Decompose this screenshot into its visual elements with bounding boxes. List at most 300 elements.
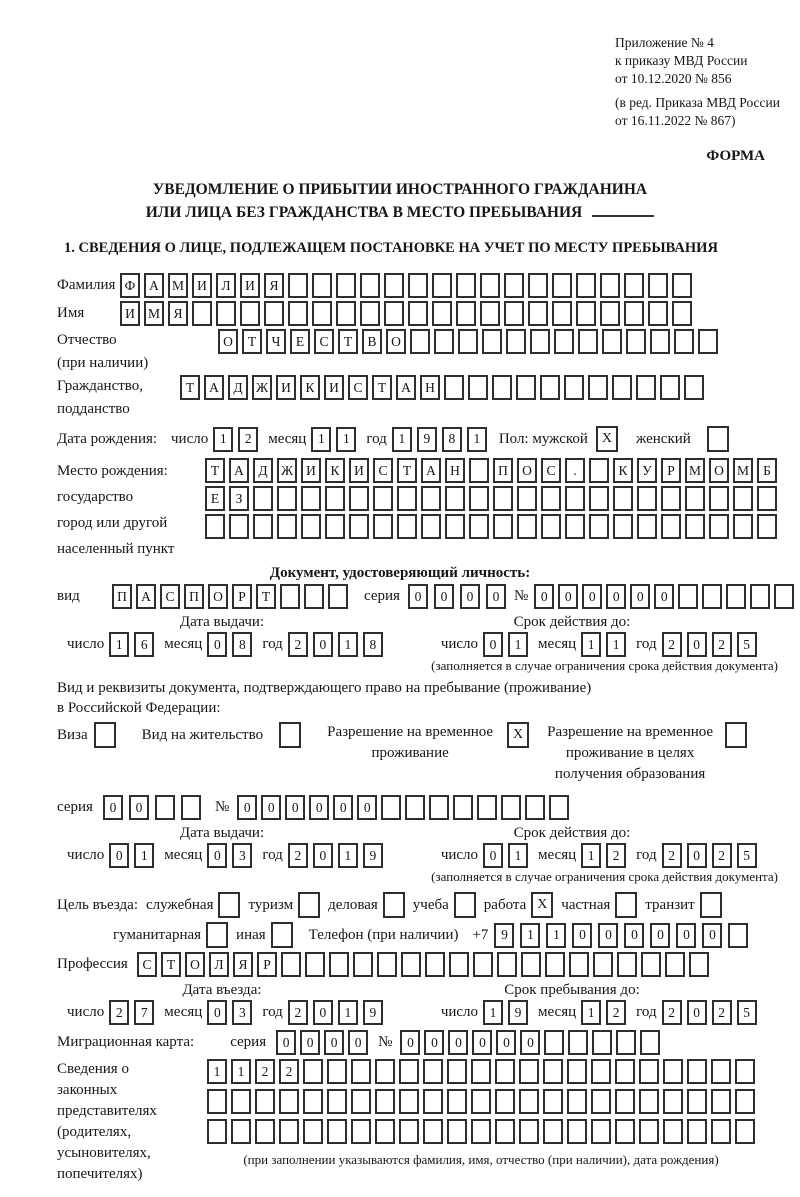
doc-series-label: серия xyxy=(364,588,400,605)
form-cell xyxy=(543,1119,563,1144)
form-cell xyxy=(612,375,632,400)
form-cell xyxy=(255,1119,275,1144)
form-cell xyxy=(301,514,321,539)
given-name-label: Имя xyxy=(57,305,85,322)
option-temp-residence-checkbox: X xyxy=(507,722,529,748)
form-cell: 0 xyxy=(400,1030,420,1055)
form-cell xyxy=(375,1119,395,1144)
form-cell xyxy=(678,584,698,609)
date-cell: 1 xyxy=(581,1000,601,1025)
form-cell xyxy=(264,301,284,326)
form-cell xyxy=(231,1119,251,1144)
form-cell: 0 xyxy=(300,1030,320,1055)
form-cell xyxy=(432,273,452,298)
form-cell xyxy=(519,1059,539,1084)
identity-doc-dates-row xyxy=(57,632,800,657)
appendix-line: к приказу МВД России xyxy=(615,53,748,69)
form-cell xyxy=(602,329,622,354)
form-cell: О xyxy=(517,458,537,483)
form-cell xyxy=(709,514,729,539)
date-cell: 2 xyxy=(662,1000,682,1025)
form-cell xyxy=(506,329,526,354)
citizenship-cells xyxy=(180,375,704,400)
issue-date-cells xyxy=(57,632,383,657)
profession-cells xyxy=(137,952,709,977)
form-cell xyxy=(421,486,441,511)
form-cell xyxy=(336,273,356,298)
form-cell: П xyxy=(184,584,204,609)
date-cell: 2 xyxy=(606,843,626,868)
date-cells xyxy=(288,632,383,657)
form-cell xyxy=(661,514,681,539)
form-cell xyxy=(493,514,513,539)
date-cell: 1 xyxy=(581,632,601,657)
purpose-options-row1 xyxy=(138,892,722,918)
form-cell xyxy=(687,1059,707,1084)
form-cell xyxy=(757,486,777,511)
form-cell xyxy=(750,584,770,609)
date-cells xyxy=(207,632,252,657)
form-cell xyxy=(702,584,722,609)
date-cell: 9 xyxy=(363,1000,383,1025)
checkbox-label: частная xyxy=(561,896,611,913)
birth-place-cells-row2 xyxy=(205,486,777,511)
form-cell: Т xyxy=(372,375,392,400)
date-part-label: год xyxy=(262,636,283,653)
date-part-label: месяц xyxy=(538,636,577,653)
form-cell: К xyxy=(300,375,320,400)
form-cell: Е xyxy=(205,486,225,511)
form-cell xyxy=(349,486,369,511)
form-page xyxy=(0,34,800,1185)
form-cell xyxy=(663,1119,683,1144)
form-cell xyxy=(375,1089,395,1114)
form-cell xyxy=(155,795,175,820)
date-cell: 1 xyxy=(508,632,528,657)
date-cells xyxy=(581,843,626,868)
form-cell xyxy=(497,952,517,977)
form-cell xyxy=(325,486,345,511)
form-cell: П xyxy=(112,584,132,609)
form-cell xyxy=(288,301,308,326)
form-cell: О xyxy=(208,584,228,609)
form-cell xyxy=(616,1030,636,1055)
form-cell: 0 xyxy=(558,584,578,609)
form-cell xyxy=(181,795,201,820)
date-cells xyxy=(483,632,528,657)
stay-date-header: Срок пребывания до: xyxy=(504,982,640,999)
date-cells xyxy=(109,1000,154,1025)
form-cell xyxy=(312,273,332,298)
date-cell: 9 xyxy=(508,1000,528,1025)
amendment-line: (в ред. Приказа МВД России xyxy=(615,94,780,110)
migration-number-label: № xyxy=(378,1034,393,1051)
form-cell xyxy=(399,1089,419,1114)
form-cell xyxy=(569,952,589,977)
date-cell: 5 xyxy=(737,632,757,657)
issue-date-header: Дата выдачи: xyxy=(179,614,265,631)
form-cell xyxy=(327,1089,347,1114)
form-cell: Ж xyxy=(277,458,297,483)
date-cell: 0 xyxy=(687,843,707,868)
form-cell: А xyxy=(136,584,156,609)
date-cell: 2 xyxy=(712,632,732,657)
form-cell: И xyxy=(192,273,212,298)
representatives-label: Сведения о законных представителях (родителях, усыновителях, попечителях) xyxy=(57,1061,157,1183)
form-cell: 0 xyxy=(572,923,592,948)
checkbox-label: деловая xyxy=(328,896,378,913)
checkbox xyxy=(298,892,320,918)
form-cell xyxy=(493,486,513,511)
form-cell: Ж xyxy=(252,375,272,400)
date-cell: 8 xyxy=(442,427,462,452)
form-cell xyxy=(399,1119,419,1144)
form-cell xyxy=(711,1119,731,1144)
form-cell: А xyxy=(421,458,441,483)
purpose-options-row2 xyxy=(105,922,293,948)
form-cell: 1 xyxy=(546,923,566,948)
form-cell: Я xyxy=(168,301,188,326)
surname-label: Фамилия xyxy=(57,277,116,294)
form-cell xyxy=(255,1089,275,1114)
form-cell xyxy=(549,795,569,820)
residence-doc-series-row xyxy=(57,795,800,820)
form-cell: Д xyxy=(253,458,273,483)
sex-female-label: женский xyxy=(635,430,691,447)
form-cell: 0 xyxy=(486,584,506,609)
purpose-label: Цель въезда: xyxy=(57,896,138,913)
date-cell: 3 xyxy=(232,843,252,868)
checkbox xyxy=(615,892,637,918)
form-cell xyxy=(567,1089,587,1114)
form-cell xyxy=(432,301,452,326)
date-cell: 9 xyxy=(417,427,437,452)
checkbox-label: туризм xyxy=(248,896,294,913)
form-cell: 0 xyxy=(129,795,149,820)
form-cell: В xyxy=(362,329,382,354)
date-cell: 1 xyxy=(581,843,601,868)
date-cells xyxy=(207,843,252,868)
form-cell: Ф xyxy=(120,273,140,298)
date-cell: 1 xyxy=(213,427,233,452)
checkbox xyxy=(206,922,228,948)
form-cell: 0 xyxy=(598,923,618,948)
form-cell xyxy=(495,1089,515,1114)
form-cell xyxy=(711,1089,731,1114)
form-cell: 0 xyxy=(702,923,722,948)
form-cell: 0 xyxy=(261,795,281,820)
checkbox xyxy=(383,892,405,918)
form-cell xyxy=(423,1119,443,1144)
given-name-row xyxy=(57,301,800,326)
date-cells xyxy=(392,427,487,452)
form-cell xyxy=(444,375,464,400)
residence-number-cells xyxy=(237,795,569,820)
form-cell xyxy=(504,273,524,298)
birth-place-cells-row3 xyxy=(205,514,777,539)
form-cell: У xyxy=(637,458,657,483)
doc-number-cells xyxy=(534,584,794,609)
appendix-line: от 10.12.2020 № 856 xyxy=(615,71,732,87)
form-cell: 0 xyxy=(472,1030,492,1055)
date-part-label: год xyxy=(636,636,657,653)
date-cell: 1 xyxy=(311,427,331,452)
form-cell: К xyxy=(325,458,345,483)
form-label: ФОРМА xyxy=(706,148,765,165)
representatives-cells xyxy=(207,1059,755,1144)
form-cell xyxy=(687,1119,707,1144)
entry-date-cells xyxy=(57,1000,383,1025)
profession-row xyxy=(57,952,800,977)
identity-doc-row xyxy=(57,584,800,609)
form-cell xyxy=(591,1089,611,1114)
form-cell xyxy=(613,486,633,511)
form-cell xyxy=(661,486,681,511)
form-cell xyxy=(351,1089,371,1114)
checkbox xyxy=(454,892,476,918)
form-cell xyxy=(373,486,393,511)
form-cell: 0 xyxy=(408,584,428,609)
form-cell xyxy=(329,952,349,977)
date-part-label: год xyxy=(636,847,657,864)
checkbox xyxy=(700,892,722,918)
date-cells xyxy=(662,1000,757,1025)
form-cell: Д xyxy=(228,375,248,400)
form-cell xyxy=(672,301,692,326)
form-cell xyxy=(304,584,324,609)
form-cell xyxy=(757,514,777,539)
option-residence-permit-label: Вид на жительство xyxy=(141,727,264,744)
residence-valid-header: Срок действия до: xyxy=(513,825,631,842)
blank-underline xyxy=(592,203,654,217)
form-cell: И xyxy=(276,375,296,400)
date-cell: 0 xyxy=(313,632,333,657)
form-cell: 0 xyxy=(448,1030,468,1055)
form-cell: 0 xyxy=(309,795,329,820)
date-cell: 0 xyxy=(207,632,227,657)
residence-doc-options xyxy=(57,722,800,785)
identity-doc-date-headers xyxy=(57,614,800,631)
form-cell xyxy=(615,1119,635,1144)
purpose-row1 xyxy=(57,892,800,918)
form-cell xyxy=(588,375,608,400)
date-part-label: число xyxy=(171,430,209,447)
date-cell: 2 xyxy=(109,1000,129,1025)
birth-date-row xyxy=(57,426,800,452)
form-cell: З xyxy=(229,486,249,511)
form-cell xyxy=(277,514,297,539)
form-cell xyxy=(589,458,609,483)
entry-stay-dates-row xyxy=(57,1000,800,1025)
date-cells xyxy=(109,843,154,868)
form-cell xyxy=(445,486,465,511)
form-cell: 0 xyxy=(650,923,670,948)
form-cell xyxy=(423,1059,443,1084)
date-part-label: месяц xyxy=(164,1004,203,1021)
form-cell xyxy=(408,273,428,298)
date-cells xyxy=(662,843,757,868)
form-cell: 0 xyxy=(496,1030,516,1055)
migration-series-label: серия xyxy=(230,1034,267,1051)
form-cell xyxy=(521,952,541,977)
form-cell: 2 xyxy=(279,1059,299,1084)
form-cell xyxy=(192,301,212,326)
form-cell: О xyxy=(218,329,238,354)
profession-label: Профессия xyxy=(57,956,128,973)
date-cells xyxy=(109,632,154,657)
date-cell: 2 xyxy=(288,632,308,657)
form-cell xyxy=(397,486,417,511)
date-cells xyxy=(288,1000,383,1025)
form-cell xyxy=(384,273,404,298)
form-cell xyxy=(447,1089,467,1114)
date-cell: 1 xyxy=(336,427,356,452)
title-line2-text: ИЛИ ЛИЦА БЕЗ ГРАЖДАНСТВА В МЕСТО ПРЕБЫВАНИЯ xyxy=(145,203,583,221)
date-cell: 0 xyxy=(483,843,503,868)
entry-stay-headers xyxy=(57,982,800,999)
form-cell: А xyxy=(204,375,224,400)
form-cell xyxy=(592,1030,612,1055)
form-cell xyxy=(648,273,668,298)
form-cell: 1 xyxy=(207,1059,227,1084)
form-cell xyxy=(456,273,476,298)
form-cell: Я xyxy=(264,273,284,298)
citizenship-label: Гражданство, подданство xyxy=(57,378,144,418)
date-cell: 8 xyxy=(232,632,252,657)
form-cell xyxy=(540,375,560,400)
form-cell xyxy=(458,329,478,354)
form-cell xyxy=(726,584,746,609)
form-cell xyxy=(663,1089,683,1114)
form-cell xyxy=(495,1119,515,1144)
form-cell xyxy=(469,514,489,539)
form-cell: Н xyxy=(445,458,465,483)
date-cell: 2 xyxy=(288,1000,308,1025)
date-part-label: месяц xyxy=(538,1004,577,1021)
form-cell xyxy=(312,301,332,326)
patronymic-label: Отчество (при наличии) xyxy=(57,332,149,372)
representatives-cells-row2 xyxy=(207,1089,755,1114)
date-part-label: число xyxy=(67,636,105,653)
form-cell xyxy=(429,795,449,820)
form-cell: 2 xyxy=(255,1059,275,1084)
form-cell xyxy=(733,486,753,511)
date-part-label: месяц xyxy=(164,847,203,864)
form-cell: И xyxy=(301,458,321,483)
amendment-line: от 16.11.2022 № 867) xyxy=(615,112,736,128)
form-cell xyxy=(471,1119,491,1144)
sex-label: Пол: мужской xyxy=(498,430,588,447)
form-cell xyxy=(434,329,454,354)
form-cell xyxy=(519,1089,539,1114)
form-cell: М xyxy=(685,458,705,483)
form-cell: Р xyxy=(232,584,252,609)
form-cell xyxy=(517,514,537,539)
date-cell: 5 xyxy=(737,1000,757,1025)
date-cell: 0 xyxy=(207,1000,227,1025)
date-cell: 0 xyxy=(313,1000,333,1025)
sex-male-checkbox: X xyxy=(596,426,618,452)
date-part-label: число xyxy=(440,1004,479,1021)
date-part-label: месяц xyxy=(164,636,203,653)
date-part-label: число xyxy=(67,847,105,864)
form-cell xyxy=(456,301,476,326)
date-part-label: месяц xyxy=(268,430,307,447)
form-cell: Т xyxy=(161,952,181,977)
form-cell xyxy=(325,514,345,539)
patronymic-cells xyxy=(218,329,718,354)
form-cell xyxy=(589,486,609,511)
form-cell: Т xyxy=(256,584,276,609)
form-cell: 0 xyxy=(630,584,650,609)
date-cells xyxy=(581,632,626,657)
date-cell: 1 xyxy=(392,427,412,452)
date-cell: 8 xyxy=(363,632,383,657)
form-cell: О xyxy=(185,952,205,977)
option-residence-permit-checkbox xyxy=(279,722,301,748)
form-cell xyxy=(684,375,704,400)
form-cell: И xyxy=(324,375,344,400)
date-cell: 0 xyxy=(483,632,503,657)
form-cell xyxy=(381,795,401,820)
validity-note: (заполняется в случае ограничения срока действия документа) xyxy=(431,658,778,674)
form-cell xyxy=(636,375,656,400)
representatives-cells-row1 xyxy=(207,1059,755,1084)
form-cell: С xyxy=(348,375,368,400)
appendix-block xyxy=(615,34,800,130)
form-cell: И xyxy=(240,273,260,298)
doc-kind-label: вид xyxy=(57,588,80,605)
form-cell: Ч xyxy=(266,329,286,354)
residence-issue-header: Дата выдачи: xyxy=(179,825,265,842)
form-cell: 1 xyxy=(520,923,540,948)
form-cell xyxy=(408,301,428,326)
form-cell xyxy=(530,329,550,354)
date-part-label: год xyxy=(366,430,387,447)
form-cell: 0 xyxy=(654,584,674,609)
form-cell xyxy=(637,514,657,539)
date-part-label: число xyxy=(440,847,479,864)
form-cell xyxy=(624,273,644,298)
form-cell xyxy=(541,514,561,539)
form-cell xyxy=(637,486,657,511)
form-cell: 0 xyxy=(103,795,123,820)
form-cell xyxy=(328,584,348,609)
option-visa-label: Виза xyxy=(57,727,88,744)
form-cell xyxy=(447,1119,467,1144)
form-cell xyxy=(615,1059,635,1084)
migration-card-row xyxy=(57,1030,800,1055)
form-cell xyxy=(519,1119,539,1144)
form-cell xyxy=(641,952,661,977)
title-line1: УВЕДОМЛЕНИЕ О ПРИБЫТИИ ИНОСТРАННОГО ГРАЖДАНИНА xyxy=(152,181,648,199)
form-cell xyxy=(279,1119,299,1144)
appendix-line: Приложение № 4 xyxy=(615,35,714,50)
option-visa-checkbox xyxy=(94,722,116,748)
doc-series-cells xyxy=(408,584,506,609)
form-cell xyxy=(687,1089,707,1114)
form-cell xyxy=(685,514,705,539)
checkbox-label: гуманитарная xyxy=(113,926,202,943)
form-cell xyxy=(593,952,613,977)
date-cell: 1 xyxy=(508,843,528,868)
form-cell: Л xyxy=(209,952,229,977)
representatives-note: (при заполнении указываются фамилия, имя, отчество (при наличии), дата рождения) xyxy=(243,1152,719,1168)
form-cell: Т xyxy=(242,329,262,354)
form-cell xyxy=(360,273,380,298)
stay-date-cells xyxy=(431,1000,757,1025)
valid-date-cells xyxy=(431,632,757,657)
